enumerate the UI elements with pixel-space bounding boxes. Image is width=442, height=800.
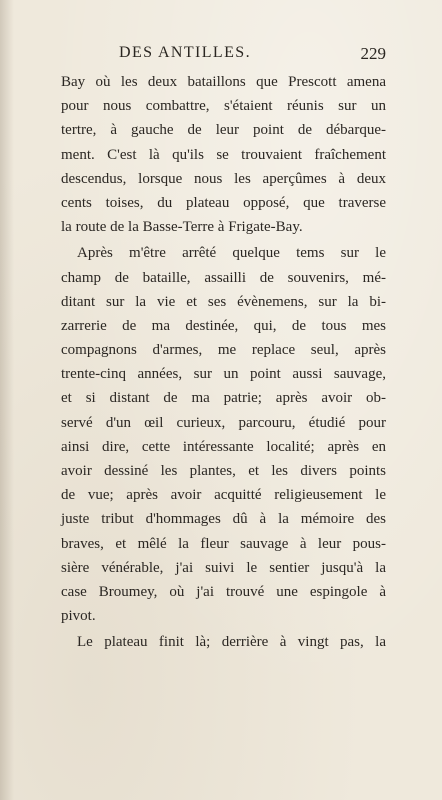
text-line: pivot. [61,608,96,625]
text-line: sière vénérable, j'ai suivi le sentier jusqu'à la [61,559,386,576]
text-line: descendus, lorsque nous les aperçûmes à deux [61,170,386,187]
text-line: Le plateau finit là; derrière à vingt pas, la [77,634,386,651]
text-line: braves, et mêlé la fleur sauvage à leur pous- [61,535,386,552]
text-line: zarrerie de ma destinée, qui, de tous mes [61,317,386,334]
text-line: tertre, à gauche de leur point de débarque- [61,122,386,139]
paragraph-1 [61,70,386,239]
running-head [61,44,386,66]
text-line: juste tribut d'hommages dû à la mémoire des [61,511,386,528]
text-line: avoir dessiné les plantes, et les divers points [61,463,386,479]
running-title: DES ANTILLES. [119,44,251,61]
text-line: servé d'un œil curieux, parcouru, étudié pour [61,414,386,431]
paragraph-3 [61,630,386,654]
text-line: pour nous combattre, s'étaient réunis sur un [61,98,386,115]
text-line: ditant sur la vie et ses évènemens, sur la bi- [61,293,386,310]
text-line: et si distant de ma patrie; après avoir ob- [61,390,386,407]
text-line: cents toises, du plateau opposé, que traverse [61,194,386,211]
text-line: trente-cinq années, sur un point aussi sauvage, [61,366,386,383]
text-line: Après m'être arrêté quelque tems sur le [77,245,386,262]
text-line: de vue; après avoir acquitté religieusement le [61,487,386,504]
body-text [61,70,386,655]
text-line: la route de la Basse-Terre à Frigate-Bay. [61,219,303,236]
text-line: case Broumey, où j'ai trouvé une espingole à [61,583,386,600]
page-number: 229 [360,44,386,63]
text-line: compagnons d'armes, me replace seul, après [61,342,386,359]
page-gutter-shadow [0,0,14,800]
text-line: Bay où les deux bataillons que Prescott amena [61,74,386,90]
text-line: champ de bataille, assailli de souvenirs, mé- [61,269,386,286]
text-line: ment. C'est là qu'ils se trouvaient fraîchement [61,146,386,163]
paragraph-2 [61,241,386,628]
text-line: ainsi dire, cette intéressante localité; après en [61,438,386,455]
